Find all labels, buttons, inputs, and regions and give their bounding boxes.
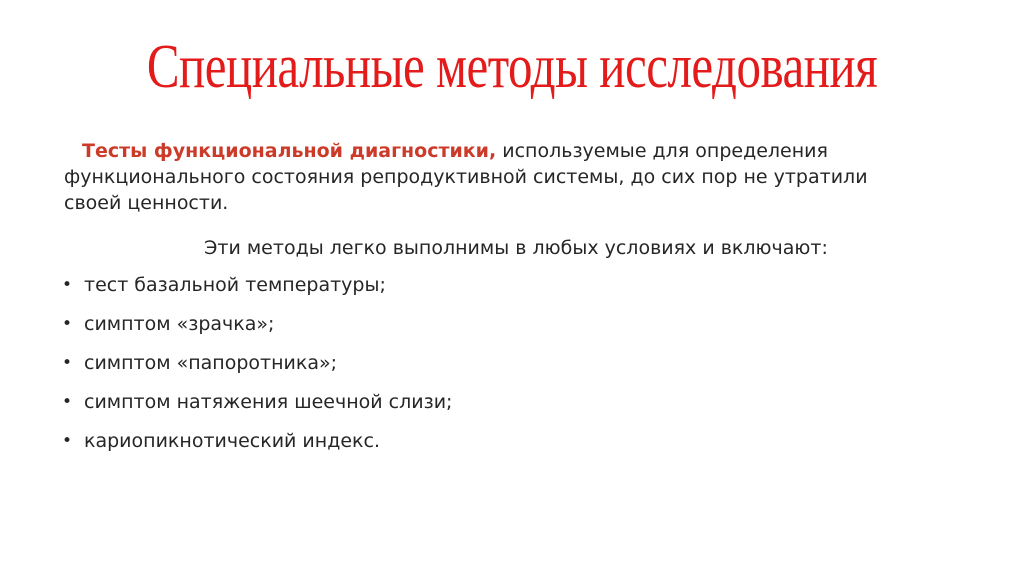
list-item xyxy=(62,428,452,467)
intro-lead-text: Тесты функциональной диагностики, xyxy=(82,140,497,162)
list-item xyxy=(62,350,452,389)
bullet-icon: • xyxy=(62,314,73,334)
intro-body-text: используемые для определения функционального состояния репродуктивной системы, до сих пор не утратили своей ценности. xyxy=(64,140,868,214)
methods-note: Эти методы легко выполнимы в любых условиях и включают: xyxy=(204,237,828,259)
list-item-text: симптом «зрачка»; xyxy=(84,313,275,335)
list-item xyxy=(62,311,452,350)
intro-paragraph xyxy=(64,138,904,216)
bullet-icon: • xyxy=(62,431,73,451)
bullet-icon: • xyxy=(62,392,73,412)
methods-list xyxy=(62,272,452,467)
list-item-text: тест базальной температуры; xyxy=(84,274,386,296)
bullet-icon: • xyxy=(62,275,73,295)
bullet-icon: • xyxy=(62,353,73,373)
list-item xyxy=(62,389,452,428)
slide-title: Специальные методы исследования xyxy=(146,30,878,101)
list-item-text: кариопикнотический индекс. xyxy=(84,430,380,452)
list-item-text: симптом «папоротника»; xyxy=(84,352,338,374)
list-item-text: симптом натяжения шеечной слизи; xyxy=(84,391,453,413)
list-item xyxy=(62,272,452,311)
